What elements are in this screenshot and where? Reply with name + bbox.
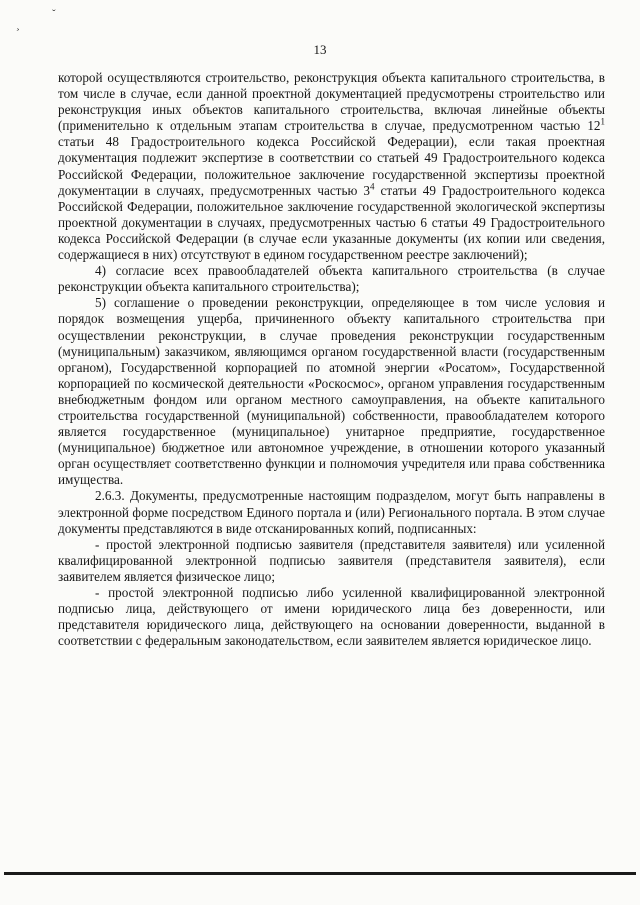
paragraph-text: которой осуществляются строительство, реконструкция объекта капитального строительства, в том числе в случае, если данной проектной документацией предусмотрены строительство или реконструкция иных объектов капитального строительства, включая линейные объекты (применительно к отдельным этапам строительства в случае, предусмотренном частью 12 — [58, 70, 605, 134]
superscript: 4 — [369, 181, 375, 192]
paragraph — [58, 488, 605, 536]
paragraph-text: 4) согласие всех правообладателей объекта капитального строительства (в случае реконструкции объекта капитального строительства); — [58, 263, 605, 295]
scan-speck-mark: ¸ — [16, 19, 20, 31]
page-number: 13 — [313, 42, 327, 57]
paragraph-text: - простой электронной подписью либо усиленной квалифицированной электронной подписью лица, действующего от имени юридического лица без доверенности, или представителя юридического лица, действующего на основании доверенности, выданной в соответствии с федеральным законодательством, если заявителем является юридическое лицо. — [58, 585, 605, 649]
paragraph-text: - простой электронной подписью заявителя (представителя заявителя) или усиленной квалифицированной электронной подписью заявителя (представителя заявителя), если заявителем является физическое лицо; — [58, 536, 605, 584]
scan-speck-mark: ˇ — [52, 8, 56, 20]
document-body — [58, 70, 605, 649]
superscript: 1 — [600, 116, 605, 127]
paragraph — [58, 263, 605, 295]
paragraph — [58, 537, 605, 585]
paragraph-text: 5) соглашение о проведении реконструкции, определяющее в том числе условия и порядок возмещения ущерба, причиненного объекту капитального строительства при осуществлении реконструкции, в случае проведения реконструкции государственным (муниципальным) заказчиком, являющимся органом государственной власти (государственным органом), Государственной корпорацией по атомной энергии «Росатом», Государственной корпорацией по космической деятельности «Роскосмос», органом управления государственным внебюджетным фондом или органом местного самоуправления, на объекте капитального строительства государственной (муниципальной) собственности, правообладателем которого является государственное (муниципальное) унитарное предприятие, государственное (муниципальное) бюджетное или автономное учреждение, в отношении которого указанный орган осуществляет соответственно функции и полномочия учредителя или права собственника имущества. — [58, 295, 605, 488]
paragraph — [58, 585, 605, 649]
paragraph-text: статьи 49 Градостроительного кодекса Российской Федерации, положительное заключение государственной экологической экспертизы проектной документации в случаях, предусмотренных частью 6 статьи 49 Градостроительного кодекса Российской Федерации (в случае если указанные документы (их копии или сведения, содержащиеся в них) отсутствуют в едином государственном реестре заключений); — [58, 182, 605, 263]
footer-divider — [4, 872, 636, 875]
paragraph — [58, 70, 605, 263]
paragraph-text: статьи 48 Градостроительного кодекса Российской Федерации), если такая проектная документация подлежит экспертизе в соответствии со статьей 49 Градостроительного кодекса Российской Федерации, положительное заключение государственной экспертизы проектной документации в случаях, предусмотренных частью 3 — [58, 134, 605, 198]
paragraph-text: 2.6.3. Документы, предусмотренные настоящим подразделом, могут быть направлены в электронной форме посредством Единого портала и (или) Регионального портала. В этом случае документы представляются в виде отсканированных копий, подписанных: — [58, 488, 605, 536]
paragraph — [58, 295, 605, 488]
